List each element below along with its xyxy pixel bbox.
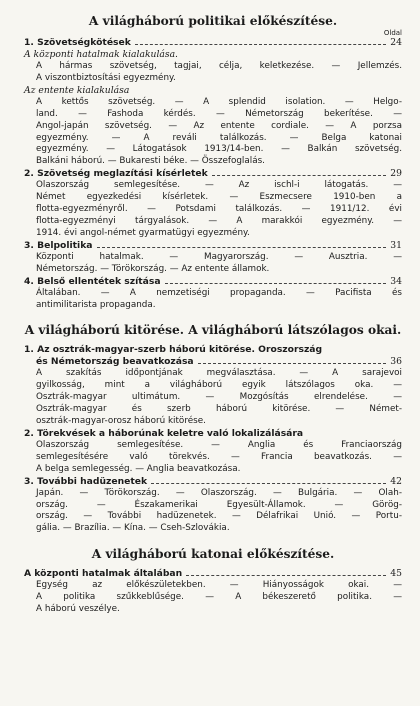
entry-domestic-policy xyxy=(24,240,402,276)
body-line: Általában. — A nemzetiségi propaganda. — Pacifista és xyxy=(36,287,402,298)
body-line: A kettős szövetség. — A splendid isolation. — Helgo- xyxy=(36,96,402,107)
body-line: 1914. évi angol-német gyarmatügyi egyezmény. xyxy=(36,227,250,238)
body-line: land. — Fashoda kérdés. — Németország bekerítése. — xyxy=(36,108,402,119)
entry-page-number: 29 xyxy=(390,168,402,180)
body-line: ország. — További hadüzenetek. — Délafrikai Unió. — Portu- xyxy=(36,511,402,522)
body-line: Japán. — Törökország. — Olaszország. — Bulgária. — Olah- xyxy=(36,487,402,498)
entry-label: 2. Törekvések a háborúnak keletre való lokalizálására xyxy=(24,427,304,439)
entry-page-number: 45 xyxy=(390,568,402,580)
leader-dots xyxy=(198,363,387,364)
body-line: flotta-egyezményről. — Potsdami találkozás. — 1911/12. évi xyxy=(36,204,402,215)
entry-label-continued: és Németország beavatkozása xyxy=(36,356,194,368)
body-line: A belga semlegesség. — Anglia beavatkozása. xyxy=(36,463,241,474)
body-line: A politika szűkkeblűsége. — A békeszerető politika. — xyxy=(36,592,402,603)
entry-label: 1. Az osztrák-magyar-szerb háború kitörése. Oroszország xyxy=(24,344,323,356)
subheading-central-powers: A központi hatalmak kialakulása. xyxy=(24,49,178,60)
body-line: Egység az előkészületekben. — Hiányosságok okai. — xyxy=(36,580,402,591)
body-line: A hármas szövetség, tagjai, célja, keletkezése. — Jellemzés. xyxy=(36,61,402,71)
leader-dots xyxy=(186,575,386,576)
body-line: gália. — Brazília. — Kína. — Cseh-Szlovákia. xyxy=(36,523,230,534)
section-title-military: A világháború katonai előkészítése. xyxy=(91,547,335,562)
leader-dots xyxy=(151,483,386,484)
entry-page-number: 31 xyxy=(390,239,402,251)
entry-label: 1. Szövetségkötések xyxy=(24,37,131,48)
entry-label: A központi hatalmak általában xyxy=(24,568,183,580)
body-line: gyilkosság, mint a világháború egyik látszólagos oka. — xyxy=(36,380,402,391)
entry-page-number: 24 xyxy=(390,37,402,48)
body-line: A szakítás időpontjának megválasztása. — A sarajevoi xyxy=(36,368,402,379)
entry-page-number: 34 xyxy=(390,275,402,287)
entry-declarations xyxy=(24,476,402,536)
entry-label: 2. Szövetség meglazítási kísérletek xyxy=(24,168,208,180)
body-line: Központi hatalmak. — Magyarország. — Ausztria. — xyxy=(36,251,402,262)
body-line: Olaszország semlegesítése. — Az ischl-i látogatás. — xyxy=(36,180,402,191)
entry-alliances xyxy=(24,37,402,168)
body-line: A háború veszélye. xyxy=(36,604,120,615)
entry-page-number: 42 xyxy=(390,475,402,487)
body-line: semlegesítésére való törekvés. — Francia beavatkozás. — xyxy=(36,451,402,462)
body-line: Németország. — Törökország. — Az entente államok. xyxy=(36,263,270,274)
section-title-political: A világháború politikai előkészítése. xyxy=(88,14,338,28)
entry-central-powers-general xyxy=(24,568,402,616)
leader-dots xyxy=(165,283,387,284)
page-column-label: Oldal xyxy=(383,29,402,37)
body-line: osztrák-magyar-orosz háború kitörése. xyxy=(36,416,206,427)
leader-dots xyxy=(212,175,387,176)
body-line: Osztrák-magyar és szerb háború kitörése. — Német- xyxy=(36,404,402,415)
entry-war-outbreak xyxy=(24,344,402,428)
body-line: Olaszország semlegesítése. — Anglia és Franciaország xyxy=(36,439,402,450)
body-line: antimilitarista propaganda. xyxy=(36,299,156,310)
entry-label: 4. Belső ellentétek szítása xyxy=(24,275,161,287)
entry-loosening-attempts xyxy=(24,168,402,240)
leader-dots xyxy=(97,247,387,248)
section-title-outbreak: A világháború kitörése. A világháború látszólagos okai. xyxy=(24,323,402,338)
entry-localization xyxy=(24,428,402,476)
entry-page-number: 36 xyxy=(390,356,402,368)
body-line: Osztrák-magyar ultimátum. — Mozgósítás elrendelése. — xyxy=(36,392,402,403)
entry-label: 3. További hadüzenetek xyxy=(24,475,148,487)
body-line: Balkáni háború. — Bukaresti béke. — Összefoglalás. xyxy=(36,156,265,167)
entry-internal-conflicts xyxy=(24,276,402,312)
leader-dots xyxy=(135,44,386,45)
body-line: egyezmény. — Látogatások 1913/14-ben. — Balkán szövetség. xyxy=(36,144,402,155)
body-line: Angol-japán szövetség. — Az entente cordiale. — A porzsa xyxy=(36,120,402,131)
body-line: A viszontbiztosítási egyezmény. xyxy=(36,72,176,83)
entry-label: 3. Belpolitika xyxy=(24,239,93,251)
subheading-entente: Az entente kialakulása xyxy=(24,84,130,96)
body-line: Német egyezkedési kísérletek. — Eszmecsere 1910-ben a xyxy=(36,192,402,203)
body-line: egyezmény. — A reváli találkozás. — Belga katonai xyxy=(36,132,402,143)
body-line: ország. — Északamerikai Egyesült-Államok. — Görög- xyxy=(36,499,402,510)
body-line: flotta-egyezményi tárgyalások. — A marakkói egyezmény. — xyxy=(36,215,402,226)
